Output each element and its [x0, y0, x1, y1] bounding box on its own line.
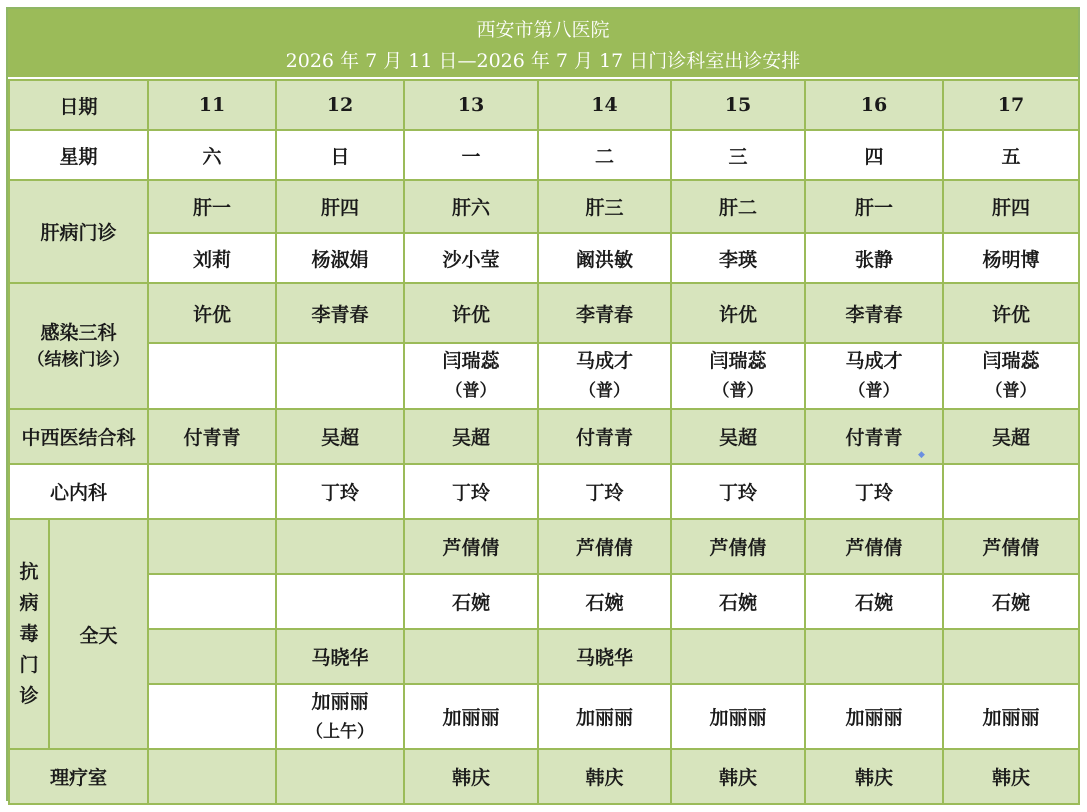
doctor-cell: 芦倩倩: [404, 519, 538, 574]
antiviral-clinic-label: 抗 病 毒 门 诊: [9, 519, 49, 749]
doctor-cell: [276, 574, 404, 629]
doctor-cell: 石婉: [538, 574, 671, 629]
doctor-cell: 丁玲: [276, 464, 404, 519]
doctor-name: 闫瑞蕊: [442, 350, 500, 372]
doctor-cell: [148, 749, 276, 804]
date-cell: 16: [805, 80, 943, 130]
doctor-cell: 吴超: [404, 409, 538, 464]
antiviral-session-label: 全天: [49, 519, 148, 749]
date-header-label: 日期: [9, 80, 148, 130]
doctor-cell: 许优: [943, 283, 1079, 343]
doctor-cell: 吴超: [276, 409, 404, 464]
doctor-cell: 芦倩倩: [943, 519, 1079, 574]
doctor-cell: [943, 464, 1079, 519]
tcm-dept-label: 中西医结合科: [9, 409, 148, 464]
general-clinic-note: （普）: [985, 381, 1037, 401]
doctor-cell: [276, 519, 404, 574]
doctor-cell: 沙小莹: [404, 233, 538, 283]
doctor-cell: 丁玲: [538, 464, 671, 519]
morning-note: （上午）: [306, 721, 375, 742]
liver-room-row: [9, 180, 1079, 233]
cardio-row: [9, 464, 1079, 519]
doctor-cell: 加丽丽: [943, 684, 1079, 749]
physio-room-label: 理疗室: [9, 749, 148, 804]
doctor-cell: 李青春: [805, 283, 943, 343]
doctor-cell: [943, 343, 1079, 409]
doctor-cell: 加丽丽: [805, 684, 943, 749]
antiviral-row-1: [9, 519, 1079, 574]
date-cell: 13: [404, 80, 538, 130]
doctor-cell: 石婉: [943, 574, 1079, 629]
room-cell: 肝一: [148, 180, 276, 233]
doctor-cell: 吴超: [671, 409, 805, 464]
doctor-cell: 韩庆: [538, 749, 671, 804]
weekday-cell: 一: [404, 130, 538, 180]
doctor-cell: [805, 629, 943, 684]
room-cell: 肝四: [943, 180, 1079, 233]
infection-row-1: [9, 283, 1079, 343]
doctor-cell: 丁玲: [671, 464, 805, 519]
doctor-cell: 付青青: [805, 409, 943, 464]
doctor-cell: 吴超: [943, 409, 1079, 464]
doctor-cell: 加丽丽: [671, 684, 805, 749]
doctor-cell: 芦倩倩: [805, 519, 943, 574]
schedule-table: [8, 79, 1080, 805]
room-cell: 肝四: [276, 180, 404, 233]
antiviral-row-4: [9, 684, 1079, 749]
doctor-name: 加丽丽: [311, 690, 369, 713]
doctor-cell: [148, 343, 276, 409]
doctor-cell: 李青春: [276, 283, 404, 343]
doctor-cell: [148, 574, 276, 629]
doctor-cell: 芦倩倩: [671, 519, 805, 574]
room-cell: 肝一: [805, 180, 943, 233]
liver-clinic-label: 肝病门诊: [9, 180, 148, 283]
date-cell: 15: [671, 80, 805, 130]
doctor-cell: 阚洪敏: [538, 233, 671, 283]
doctor-cell: 石婉: [671, 574, 805, 629]
doctor-name: 马成才: [576, 350, 634, 372]
doctor-cell: 韩庆: [805, 749, 943, 804]
doctor-cell: 石婉: [404, 574, 538, 629]
doctor-cell: 许优: [148, 283, 276, 343]
infection-dept-sublabel: （结核门诊）: [27, 349, 130, 370]
liver-doctor-row: [9, 233, 1079, 283]
antiviral-row-2: [9, 574, 1079, 629]
general-clinic-note: （普）: [579, 381, 631, 401]
doctor-cell: [276, 749, 404, 804]
doctor-cell: 丁玲: [404, 464, 538, 519]
schedule-title: [8, 9, 1078, 79]
date-cell: 11: [148, 80, 276, 130]
doctor-cell: [148, 629, 276, 684]
cursor-marker-icon: ◆: [918, 449, 925, 459]
doctor-cell: 刘莉: [148, 233, 276, 283]
weekday-header-label: 星期: [9, 130, 148, 180]
doctor-cell: 马晓华: [538, 629, 671, 684]
infection-row-2: [9, 343, 1079, 409]
infection-dept-name: 感染三科: [40, 321, 117, 344]
doctor-cell: 杨明博: [943, 233, 1079, 283]
doctor-cell: 丁玲: [805, 464, 943, 519]
room-cell: 肝六: [404, 180, 538, 233]
doctor-cell: 韩庆: [404, 749, 538, 804]
date-cell: 17: [943, 80, 1079, 130]
doctor-cell: [538, 343, 671, 409]
doctor-cell: 付青青: [148, 409, 276, 464]
doctor-cell: [671, 343, 805, 409]
doctor-cell: 李青春: [538, 283, 671, 343]
doctor-cell: [148, 684, 276, 749]
doctor-cell: 张静: [805, 233, 943, 283]
date-cell: 12: [276, 80, 404, 130]
weekday-cell: 二: [538, 130, 671, 180]
doctor-cell: [404, 629, 538, 684]
doctor-cell: [276, 684, 404, 749]
weekday-cell: 日: [276, 130, 404, 180]
doctor-name: 闫瑞蕊: [709, 350, 767, 372]
doctor-cell: 芦倩倩: [538, 519, 671, 574]
schedule-sheet: [6, 7, 1080, 801]
doctor-cell: [148, 519, 276, 574]
hospital-name: 西安市第八医院: [476, 19, 610, 41]
weekday-cell: 四: [805, 130, 943, 180]
room-cell: 肝三: [538, 180, 671, 233]
weekday-row: [9, 130, 1079, 180]
general-clinic-note: （普）: [848, 381, 900, 401]
date-cell: 14: [538, 80, 671, 130]
doctor-cell: 石婉: [805, 574, 943, 629]
doctor-cell: 加丽丽: [404, 684, 538, 749]
general-clinic-note: （普）: [712, 381, 764, 401]
room-cell: 肝二: [671, 180, 805, 233]
schedule-subtitle: 2026 年 7 月 11 日—2026 年 7 月 17 日门诊科室出诊安排: [285, 50, 801, 72]
doctor-name: 马成才: [845, 350, 903, 372]
doctor-cell: 李瑛: [671, 233, 805, 283]
doctor-cell: 杨淑娟: [276, 233, 404, 283]
doctor-cell: 韩庆: [943, 749, 1079, 804]
doctor-cell: [148, 464, 276, 519]
doctor-cell: [943, 629, 1079, 684]
doctor-cell: 许优: [404, 283, 538, 343]
weekday-cell: 六: [148, 130, 276, 180]
general-clinic-note: （普）: [445, 381, 497, 401]
doctor-cell: 许优: [671, 283, 805, 343]
doctor-name: 闫瑞蕊: [982, 350, 1040, 372]
doctor-cell: 韩庆: [671, 749, 805, 804]
weekday-cell: 五: [943, 130, 1079, 180]
date-row: [9, 80, 1079, 130]
doctor-cell: 付青青: [538, 409, 671, 464]
doctor-cell: [805, 343, 943, 409]
doctor-cell: [671, 629, 805, 684]
doctor-cell: [276, 343, 404, 409]
antiviral-row-3: [9, 629, 1079, 684]
doctor-cell: [404, 343, 538, 409]
doctor-cell: 加丽丽: [538, 684, 671, 749]
infection-dept-label: [9, 283, 148, 409]
weekday-cell: 三: [671, 130, 805, 180]
physio-row: [9, 749, 1079, 804]
cardio-dept-label: 心内科: [9, 464, 148, 519]
doctor-cell: 马晓华: [276, 629, 404, 684]
